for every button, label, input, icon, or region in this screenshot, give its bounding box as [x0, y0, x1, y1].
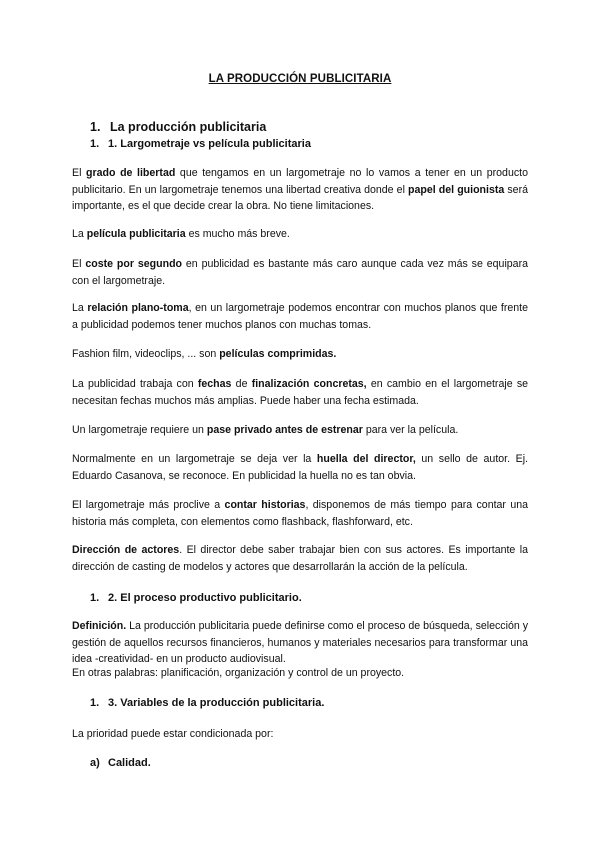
subsection-title: 1. Largometraje vs película publicitaria	[108, 138, 311, 150]
list-item-text: Calidad.	[108, 757, 151, 769]
subsection-number: 1.	[90, 592, 100, 604]
list-marker: a)	[90, 757, 100, 769]
paragraph-direccion-actores: Dirección de actores. El director debe saber trabajar bien con sus actores. Es importante la dirección de casting de modelos y actores que desarrollarán la acción de la película.	[72, 544, 528, 573]
paragraph-plano-toma: La relación plano-toma, en un largometraje podemos encontrar con muchos planos que frente a publicidad podemos tener muchos planos con muchas tomas.	[72, 302, 528, 331]
paragraph-peliculas-comprimidas: Fashion film, videoclips, ... son películas comprimidas.	[72, 348, 337, 360]
subsection-heading-1-3	[90, 697, 324, 709]
list-item-calidad	[90, 757, 151, 769]
section-heading-1	[90, 120, 266, 134]
paragraph-historias: El largometraje más proclive a contar historias, disponemos de más tiempo para contar una historia más completa, con elementos como flashback, flashforward, etc.	[72, 499, 528, 528]
paragraph-libertad: El grado de libertad que tengamos en un largometraje no lo vamos a tener en un producto publicitario. En un largometraje tenemos una libertad creativa donde el papel del guionista será importante, es el que decide crear la obra. No tiene limitaciones.	[72, 167, 528, 213]
subsection-heading-1-1	[90, 138, 311, 150]
subsection-title: 2. El proceso productivo publicitario.	[108, 592, 302, 604]
paragraph-prioridad: La prioridad puede estar condicionada por:	[72, 728, 274, 740]
subsection-number: 1.	[90, 138, 100, 150]
paragraph-pase-privado: Un largometraje requiere un pase privado antes de estrenar para ver la película.	[72, 424, 459, 436]
paragraph-definicion: Definición. La producción publicitaria puede definirse como el proceso de búsqueda, selección y gestión de aquellos recursos financieros, humanos y materiales necesarios para transformar una idea -creatividad- en un producto audiovisual.	[72, 620, 528, 666]
subsection-title: 3. Variables de la producción publicitaria.	[108, 697, 325, 709]
document-title: LA PRODUCCIÓN PUBLICITARIA	[208, 73, 392, 85]
paragraph-otras-palabras: En otras palabras: planificación, organización y control de un proyecto.	[72, 667, 405, 679]
paragraph-fechas: La publicidad trabaja con fechas de finalización concretas, en cambio en el largometraje se necesitan fechas muchos más amplias. Puede haber una fecha estimada.	[72, 378, 529, 407]
subsection-heading-1-2	[90, 592, 302, 604]
section-number: 1.	[90, 120, 101, 134]
section-title: La producción publicitaria	[110, 120, 267, 134]
paragraph-coste: El coste por segundo en publicidad es bastante más caro aunque cada vez más se equipara con el largometraje.	[72, 258, 528, 287]
paragraph-huella: Normalmente en un largometraje se deja ver la huella del director, un sello de autor. Ej. Eduardo Casanova, se reconoce. En publicidad la huella no es tan obvia.	[72, 453, 528, 482]
paragraph-pelicula-publicitaria: La película publicitaria es mucho más breve.	[72, 228, 290, 240]
subsection-number: 1.	[90, 697, 100, 709]
